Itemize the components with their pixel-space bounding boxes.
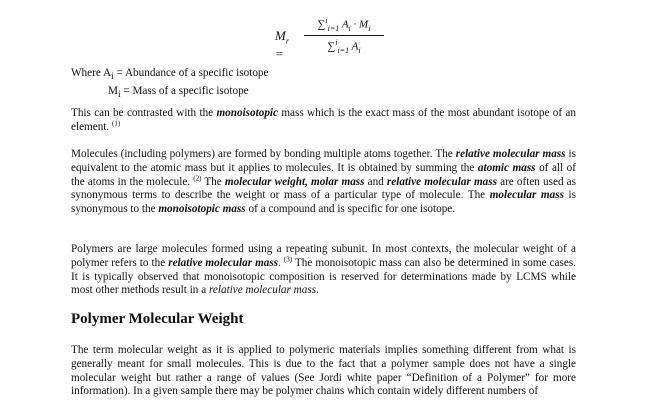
equation-definitions xyxy=(71,67,576,103)
section-heading: Polymer Molecular Weight xyxy=(71,311,244,327)
definition-mass: $M_i$ = Mass of a specific isotope xyxy=(108,85,249,101)
paragraph-molecules: Molecules (including polymers) are formed by bonding multiple atoms together. The relative molecular mass is equivalent to the atomic mass but it applies to molecules. It is obtained by summing the atomic mass of all of the atoms in the molecule. $^{(2)}$ The molecular weight, molar mass and relative molecular mass are often used as synonymous terms to describe the weight or mass of a particular type of molecule. The molecular mass is synonymous to the monoisotopic mass of a compound and is specific for one isotope. xyxy=(71,148,577,216)
paragraph-polymer-molecular-weight: The term molecular weight as it is applied to polymeric materials implies something different from what is generally meant for small molecules. This is due to the fact that a polymer sample does not have a single molecular weight but rather a range of values (See Jordi white paper “Definition of a Polymer” for more information). In a given sample there may be polymer chains which contain widely different numbers of xyxy=(71,344,576,398)
equation-fraction xyxy=(304,16,384,55)
reference-marker: (1) xyxy=(112,119,121,128)
equation-lhs: $M_r$ = xyxy=(275,28,289,61)
equation-denominator: ∑$^i_{i=1}$ $A_i$ xyxy=(327,37,361,55)
reference-marker: (3) xyxy=(283,255,293,264)
equation-numerator: ∑$^i_{i=1}$ $A_i \cdot M_i$ xyxy=(304,16,384,36)
definition-abundance: Where $A_i$ = Abundance of a specific isotope xyxy=(71,67,269,83)
paragraph-monoisotopic: This can be contrasted with the monoisotopic mass which is the exact mass of the most abundant isotope of an element. $^{(1)}$ xyxy=(71,107,576,133)
reference-marker: (2) xyxy=(193,173,202,182)
paragraph-polymers: Polymers are large molecules formed using a repeating subunit. In most contexts, the molecular weight of a polymer refers to the relative molecular mass. $^{(3)}$ The monoisotopic mass can also be determined in some cases. It is typically observed that monoisotopic composition is reserved for determinations made by LCMS while most other methods result in a relative molecular mass. xyxy=(71,243,576,297)
